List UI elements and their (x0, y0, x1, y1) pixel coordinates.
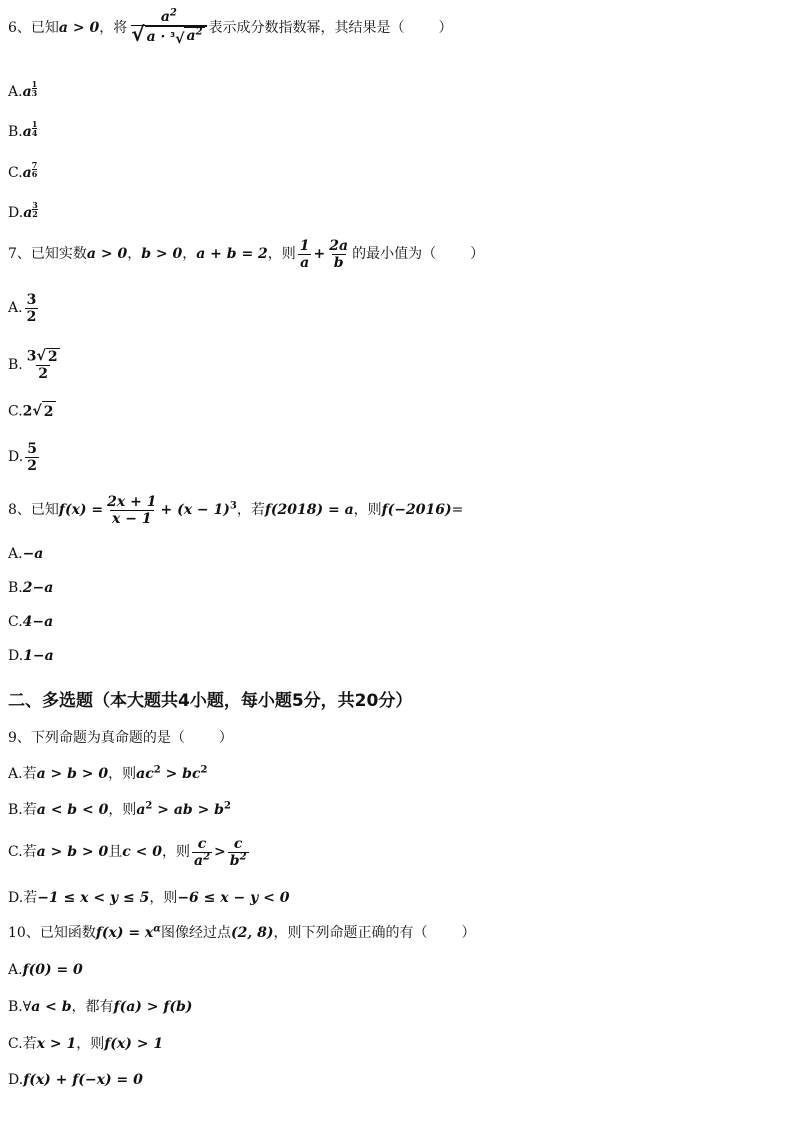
q6-condition: a > 0 (58, 20, 100, 36)
q7-option-b[interactable]: B. 3 √ 2 2 (8, 348, 58, 382)
q6-option-b[interactable]: B.a $\frac{1}{4}$ (8, 119, 38, 140)
q6-option-c[interactable]: C.a $\frac{7}{6}$ (8, 160, 38, 181)
q6-lead: 6、已知 (8, 20, 59, 36)
q9-option-d[interactable]: D.若−1 ≤ x < y ≤ 5，则−6 ≤ x − y < 0 (8, 890, 290, 906)
q10-option-d[interactable]: D.f(x) + f(−x) = 0 (8, 1072, 143, 1088)
q7-option-d[interactable]: D. $\frac{5}{2}$ (8, 440, 37, 474)
q8-option-c[interactable]: C.4−a (8, 614, 54, 630)
q7-option-c[interactable]: C.2 √ 2 (8, 403, 54, 420)
q8-option-b[interactable]: B.2−a (8, 580, 54, 596)
question-7-stem: 7、已知实数a > 0，b > 0，a + b = 2，则 $\frac{1}{a}$ + $\frac{2a}{b}$ 的最小值为（ ） (8, 237, 485, 271)
q6-fraction-numerator: $a^2$ (160, 7, 177, 25)
q6-outer-root: √ a · $^3$√ $a^2$ (131, 26, 206, 47)
q9-option-c[interactable]: C.若a > b > 0且c < 0，则 $\frac{c}{a^2}$ > $\frac{c}{b^2}$ (8, 835, 247, 869)
q6-tail: 表示成分数指数幂，其结果是（ (208, 20, 405, 36)
q9-option-b[interactable]: B.若a < b < 0，则$a^2$ > ab > $b^2$ (8, 800, 231, 818)
q6-fraction-denominator (131, 22, 206, 47)
q6-close: ） (438, 20, 453, 36)
q8-option-d[interactable]: D.1−a (8, 648, 54, 664)
question-9-stem: 9、下列命题为真命题的是（ ） (8, 730, 233, 746)
q7-option-a[interactable]: A. $\frac{3}{2}$ (8, 291, 37, 325)
q6-option-d[interactable]: D.a $\frac{3}{2}$ (8, 200, 38, 221)
question-6-stem (8, 8, 453, 48)
q6-mid: ，将 (99, 20, 128, 36)
q10-option-a[interactable]: A.f(0) = 0 (8, 962, 83, 978)
q7-fraction-2: $\frac{2a}{b}$ (329, 237, 349, 271)
q7-fraction-1: $\frac{1}{a}$ (299, 237, 310, 271)
question-10-stem: 10、已知函数$f(x) = x^\alpha$图像经过点(2, 8)，则下列命题正确的有（ ） (8, 923, 476, 941)
q10-option-b[interactable]: B.∀a < b，都有f(a) > f(b) (8, 999, 193, 1015)
q6-option-a[interactable]: A.a $\frac{1}{3}$ (8, 79, 38, 100)
q8-fraction: $\frac{2x + 1}{x - 1}$ (107, 493, 157, 527)
q6-cube-root: $^3$√ $a^2$ (170, 26, 203, 47)
q10-option-c[interactable]: C.若x > 1，则f(x) > 1 (8, 1036, 164, 1052)
q8-option-a[interactable]: A.−a (8, 546, 44, 562)
section-2-heading: 二、多选题（本大题共4小题，每小题5分，共20分） (8, 691, 413, 711)
q9-option-a[interactable]: A.若a > b > 0，则$ac^2 > bc^2$ (8, 764, 208, 782)
q6-fraction (131, 9, 206, 47)
question-8-stem: 8、已知f(x) = $\frac{2x + 1}{x - 1}$ + $(x - 1)^3$，若f(2018) = a，则f(−2016)= (8, 493, 464, 527)
